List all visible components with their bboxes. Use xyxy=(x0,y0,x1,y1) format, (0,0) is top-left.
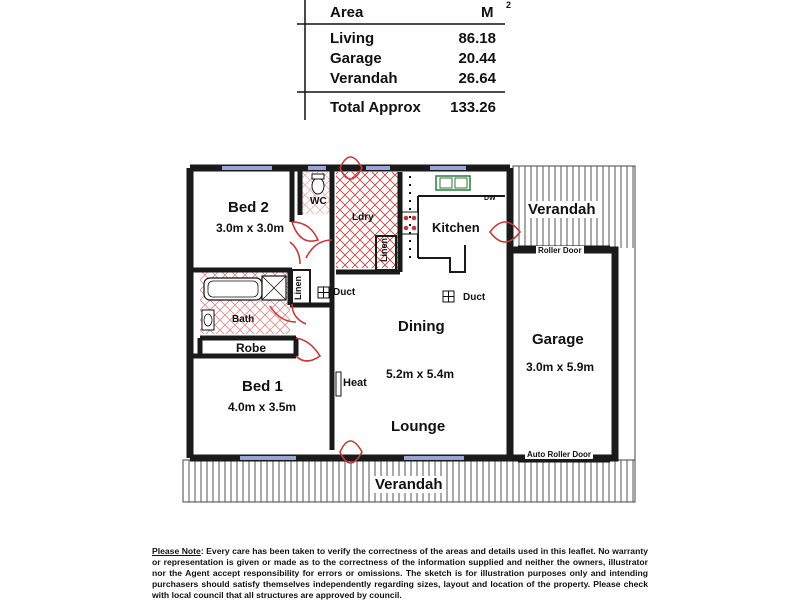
bath-label: Bath xyxy=(232,314,255,325)
garage-doors xyxy=(518,246,610,462)
laundry-label: Ldry xyxy=(352,212,374,223)
robe-label: Robe xyxy=(236,341,266,355)
wc-label: WC xyxy=(310,196,327,207)
garage-size: 3.0m x 5.9m xyxy=(526,360,595,374)
disclaimer-text: : Every care has been taken to verify the correctness of the areas and details used in this leaflet. No warranty or representation is given or made as to the correctness of the information supplied and neither the owners, illustrator nor the Agent accept responsibility for errors or omissions. The sketch is for illustration purposes only and intending purchasers should satisfy themselves independently regarding sizes, layout and location of the property. Please check with local council that all structures are approved by council. xyxy=(152,546,648,600)
duct-icon xyxy=(318,287,329,298)
linen-hall-label: Linen xyxy=(293,276,303,300)
duct-label: Duct xyxy=(333,287,356,298)
area-row-value: 20.44 xyxy=(458,50,496,67)
area-row-value: 26.64 xyxy=(458,70,496,87)
shower-icon xyxy=(262,276,286,300)
dining-size: 5.2m x 5.4m xyxy=(386,367,455,381)
roller-door-label: Roller Door xyxy=(538,246,582,255)
bed1-label: Bed 1 xyxy=(242,378,283,395)
toilet-icon xyxy=(312,174,324,194)
lounge-label: Lounge xyxy=(391,418,446,435)
area-header-unit: M xyxy=(481,4,494,21)
auto-roller-door-label: Auto Roller Door xyxy=(527,450,591,459)
dishwasher-label: DW xyxy=(484,195,496,202)
area-row-label: Living xyxy=(330,30,375,47)
duct-icon xyxy=(443,291,454,302)
heater-icon xyxy=(336,372,341,396)
cooktop-icon xyxy=(402,212,418,234)
area-total-label: Total Approx xyxy=(330,99,421,116)
verandah-front-label: Verandah xyxy=(372,476,446,493)
bed2-size: 3.0m x 3.0m xyxy=(216,221,285,235)
area-row-value: 86.18 xyxy=(458,30,496,47)
duct-label: Duct xyxy=(463,292,486,303)
verandah-side-label: Verandah xyxy=(528,201,596,218)
basin-icon xyxy=(202,310,214,330)
area-total-value: 133.26 xyxy=(450,99,496,116)
area-row-label: Garage xyxy=(330,50,382,67)
area-header-unit-sup: 2 xyxy=(506,0,512,10)
sink-icon xyxy=(436,176,470,190)
disclaimer xyxy=(152,546,648,601)
heat-label: Heat xyxy=(343,377,367,389)
kitchen-label: Kitchen xyxy=(432,220,480,235)
bathtub-icon xyxy=(204,278,262,300)
area-table-rules xyxy=(297,0,505,120)
area-header-label: Area xyxy=(330,4,364,21)
bed1-size: 4.0m x 3.5m xyxy=(228,400,297,414)
bed2-label: Bed 2 xyxy=(228,199,269,216)
disclaimer-heading: Please Note xyxy=(152,546,201,556)
area-row-label: Verandah xyxy=(330,70,398,87)
linen-laundry-label: Linen xyxy=(379,238,389,262)
dining-label: Dining xyxy=(398,318,445,335)
garage-label: Garage xyxy=(532,331,584,348)
